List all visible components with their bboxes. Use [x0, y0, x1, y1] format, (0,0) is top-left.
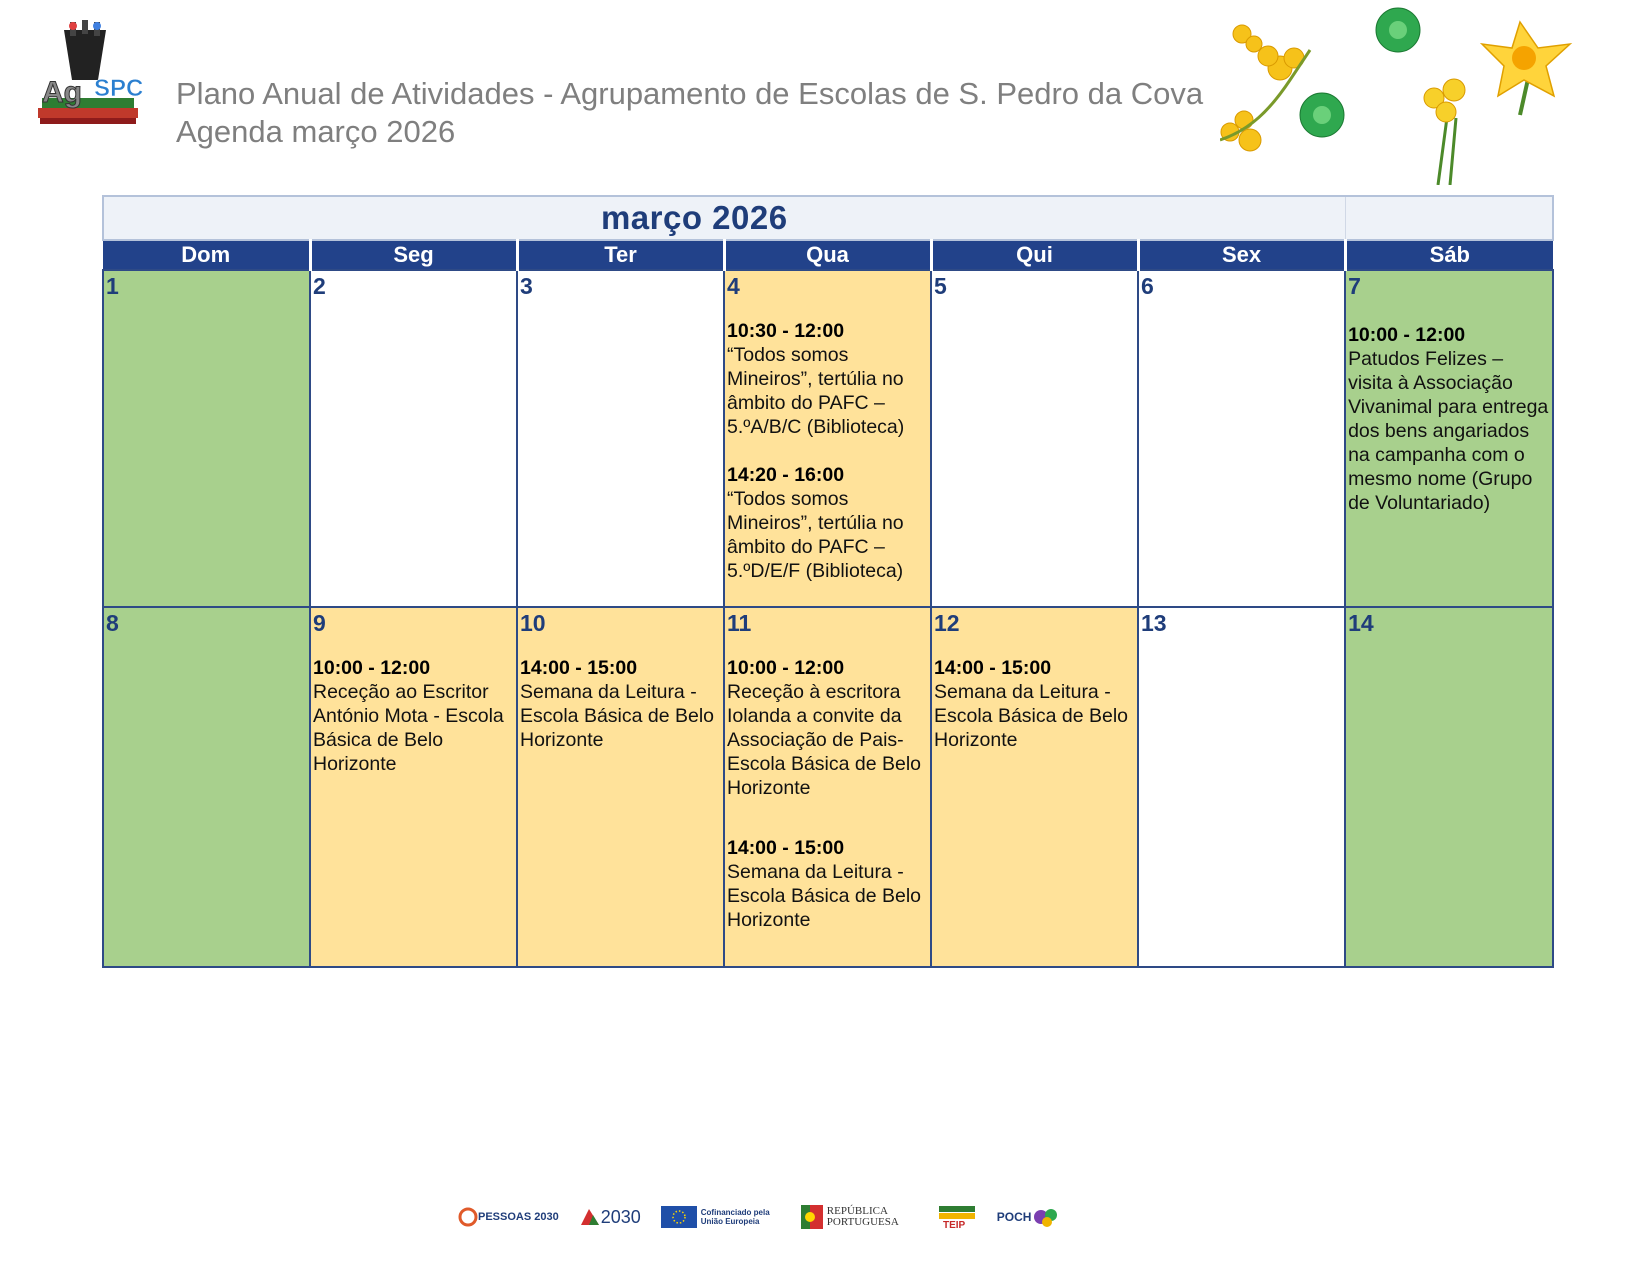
- calendar-event: [725, 656, 930, 800]
- event-time: 10:00 - 12:00: [1348, 324, 1466, 346]
- day-cell: [931, 270, 1138, 607]
- eu-logo: Cofinanciado pela União Europeia: [661, 1206, 781, 1228]
- day-number: 8: [106, 610, 119, 636]
- event-time: 14:00 - 15:00: [520, 657, 638, 679]
- event-description: “Todos somos Mineiros”, tertúlia no âmbito do PAFC – 5.ºD/E/F (Biblioteca): [727, 488, 904, 582]
- calendar-event: [932, 656, 1137, 752]
- day-number: 14: [1348, 610, 1374, 636]
- weekday-friday: Sex: [1138, 240, 1345, 270]
- event-description: Semana da Leitura - Escola Básica de Belo Horizonte: [934, 681, 1129, 751]
- pessoas-2030-logo: PESSOAS 2030: [458, 1207, 559, 1227]
- day-number: 4: [727, 273, 740, 299]
- republica-portuguesa-logo: REPÚBLICA PORTUGUESA: [801, 1205, 917, 1229]
- page-title: Plano Anual de Atividades - Agrupamento de Escolas de S. Pedro da Cova: [176, 76, 1204, 111]
- school-logo: [36, 20, 152, 132]
- portugal-2030-logo: 2030: [579, 1207, 641, 1228]
- day-cell: [1345, 607, 1553, 967]
- day-cell: [1138, 607, 1345, 967]
- day-cell: [931, 607, 1138, 967]
- calendar-event: [725, 463, 930, 583]
- weekday-thursday: Qui: [931, 240, 1138, 270]
- event-time: 10:00 - 12:00: [313, 657, 431, 679]
- event-time: 14:00 - 15:00: [934, 657, 1052, 679]
- weekday-sunday: Dom: [103, 240, 310, 270]
- weekday-tuesday: Ter: [517, 240, 724, 270]
- poch-logo: POCH: [997, 1206, 1062, 1228]
- month-title: março 2026: [600, 199, 788, 236]
- page-subtitle: Agenda março 2026: [176, 114, 456, 149]
- calendar-table: [102, 195, 1554, 968]
- event-description: Receção à escritora Iolanda a convite da Associação de Pais- Escola Básica de Belo Horizonte: [727, 681, 922, 799]
- day-cell: [1345, 270, 1553, 607]
- day-cell: [517, 607, 724, 967]
- day-cell: [103, 607, 310, 967]
- day-number: 6: [1141, 273, 1154, 299]
- calendar-event: [518, 656, 723, 752]
- event-time: 14:20 - 16:00: [727, 464, 845, 486]
- weekday-wednesday: Qua: [724, 240, 931, 270]
- day-cell: [724, 607, 931, 967]
- footer-logos: [458, 1197, 1061, 1237]
- svg-text:TEIP: TEIP: [942, 1220, 965, 1230]
- calendar-event: [311, 656, 516, 776]
- day-number: 3: [520, 273, 533, 299]
- event-description: Semana da Leitura - Escola Básica de Belo Horizonte: [520, 681, 715, 751]
- day-cell: [310, 270, 517, 607]
- svg-text:Ag: Ag: [42, 76, 82, 109]
- svg-text:SPC: SPC: [94, 75, 144, 102]
- month-header: [103, 196, 1345, 240]
- calendar-event: [725, 319, 930, 439]
- day-cell: [517, 270, 724, 607]
- weekday-saturday: Sáb: [1345, 240, 1553, 270]
- day-cell: [724, 270, 931, 607]
- calendar-event: [1346, 323, 1552, 515]
- day-number: 12: [934, 610, 960, 636]
- day-number: 7: [1348, 273, 1361, 299]
- event-time: 10:30 - 12:00: [727, 320, 845, 342]
- event-description: “Todos somos Mineiros”, tertúlia no âmbito do PAFC – 5.ºA/B/C (Biblioteca): [727, 344, 905, 438]
- event-time: 14:00 - 15:00: [727, 837, 845, 859]
- day-number: 2: [313, 273, 326, 299]
- day-number: 5: [934, 273, 947, 299]
- day-cell: [310, 607, 517, 967]
- day-number: 11: [727, 610, 752, 636]
- weekday-monday: Seg: [310, 240, 517, 270]
- calendar-event: [725, 836, 930, 932]
- month-header-empty: [1345, 196, 1553, 240]
- event-description: Patudos Felizes – visita à Associação Vivanimal para entrega dos bens angariados na campanha com o mesmo nome (Grupo de Voluntariado): [1348, 348, 1549, 514]
- day-number: 10: [520, 610, 546, 636]
- event-time: 10:00 - 12:00: [727, 657, 845, 679]
- flower-decoration: [1220, 0, 1640, 185]
- event-description: Semana da Leitura - Escola Básica de Belo Horizonte: [727, 861, 922, 931]
- day-cell: [1138, 270, 1345, 607]
- teip-logo: [937, 1204, 977, 1230]
- event-description: Receção ao Escritor António Mota - Escola Básica de Belo Horizonte: [313, 681, 504, 775]
- day-number: 13: [1141, 610, 1167, 636]
- day-number: 9: [313, 610, 326, 636]
- day-number: 1: [106, 273, 119, 299]
- day-cell: [103, 270, 310, 607]
